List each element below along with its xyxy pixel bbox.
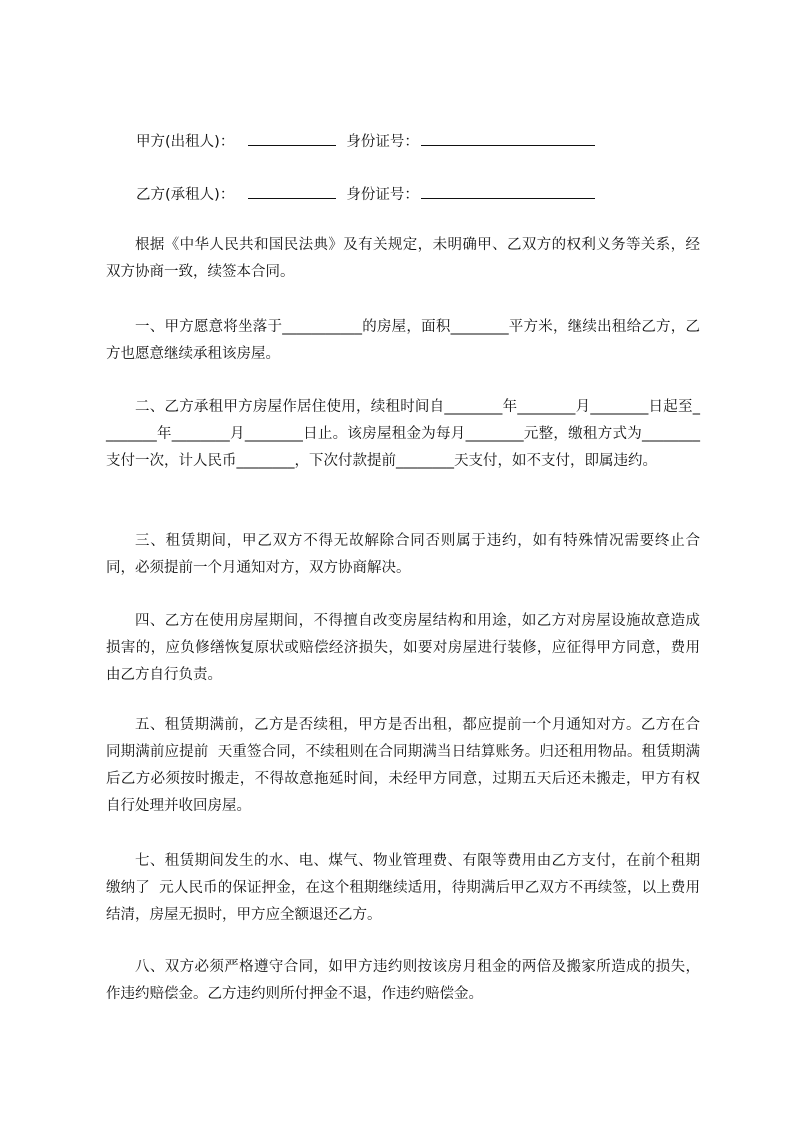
- party-a-line: [136, 131, 595, 152]
- clause-8: 八、双方必须严格遵守合同，如甲方违约则按该房月租金的两倍及搬家所造成的损失，作违约赔偿金。乙方违约则所付押金不退，作违约赔偿金。: [106, 959, 700, 1002]
- clause-1: 一、甲方愿意将坐落于___________的房屋，面积________平方米，继续出租给乙方，乙方也愿意继续承租该房屋。: [106, 319, 700, 362]
- party-a-id-blank[interactable]: [421, 131, 595, 146]
- clause-3: 三、租赁期间，甲乙双方不得无故解除合同否则属于违约，如有特殊情况需要终止合同，必须提前一个月通知对方，双方协商解决。: [106, 533, 700, 576]
- clause-4: 四、乙方在使用房屋期间，不得擅自改变房屋结构和用途，如乙方对房屋设施故意造成损害的，应负修缮恢复原状或赔偿经济损失，如要对房屋进行装修，应征得甲方同意，费用由乙方自行负责。: [106, 613, 700, 683]
- party-b-id-blank[interactable]: [421, 184, 595, 199]
- clause-2: 二、乙方承租甲方房屋作居住使用，续租时间自________年________月________日起至________年________月________日止。该房屋租金为每月________元整，缴租方式为________支付一次，计人民币________，下次付款提前________天支付，如不支付，即属违约。: [106, 399, 700, 469]
- party-a-name-blank[interactable]: [248, 131, 336, 146]
- clause-preamble: 根据《中华人民共和国民法典》及有关规定，未明确甲、乙双方的权利义务等关系，经双方协商一致，续签本合同。: [106, 237, 700, 280]
- party-a-id-label: 身份证号：: [346, 134, 419, 150]
- party-a-label: 甲方(出租人)：: [136, 134, 235, 150]
- party-b-id-label: 身份证号：: [346, 187, 419, 203]
- party-b-line: [136, 184, 595, 205]
- party-b-label: 乙方(承租人)：: [136, 187, 235, 203]
- party-b-name-blank[interactable]: [248, 184, 336, 199]
- clause-5: 五、租赁期满前，乙方是否续租，甲方是否出租，都应提前一个月通知对方。乙方在合同期满前应提前 天重签合同，不续租则在合同期满当日结算账务。归还租用物品。租赁期满后乙方必须按时搬走，不得故意拖延时间，未经甲方同意，过期五天后还未搬走，甲方有权自行处理并收回房屋。: [106, 717, 700, 814]
- clause-7: 七、租赁期间发生的水、电、煤气、物业管理费、有限等费用由乙方支付，在前个租期缴纳了 元人民币的保证押金，在这个租期继续适用，待期满后甲乙双方不再续签，以上费用结清，房屋无损时，甲方应全额退还乙方。: [106, 853, 700, 923]
